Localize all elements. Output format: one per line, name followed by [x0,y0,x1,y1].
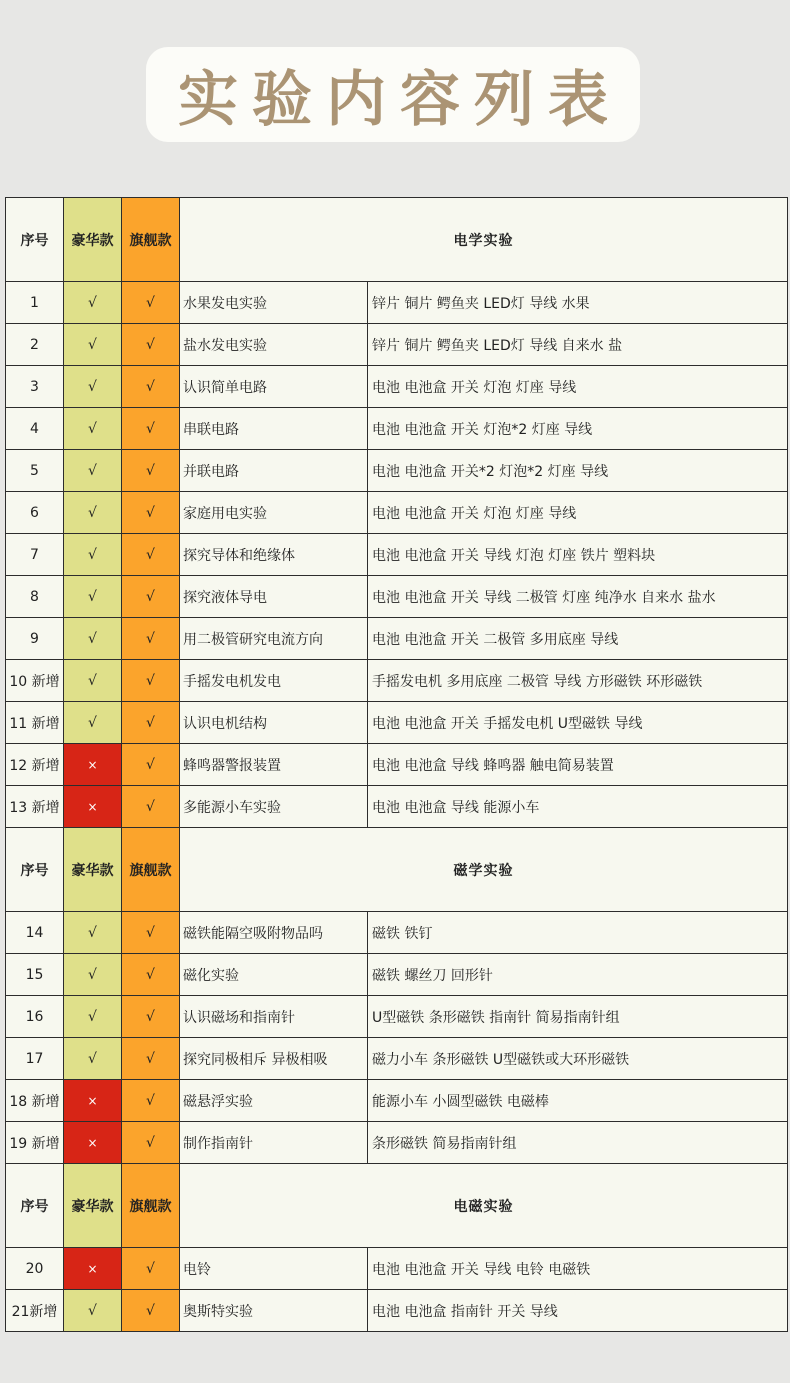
experiment-name: 认识简单电路 [180,366,368,408]
luxury-mark: √ [64,282,122,324]
table-row [6,1248,788,1290]
table-row [6,408,788,450]
table-row [6,1290,788,1332]
experiment-name: 认识磁场和指南针 [180,996,368,1038]
flagship-mark: √ [122,492,180,534]
flagship-mark: √ [122,1122,180,1164]
flagship-mark: √ [122,912,180,954]
luxury-mark: × [64,744,122,786]
flagship-mark: √ [122,660,180,702]
experiment-name: 磁悬浮实验 [180,1080,368,1122]
row-index: 19 新增 [6,1122,64,1164]
table-row [6,786,788,828]
flagship-mark: √ [122,450,180,492]
header-luxury: 豪华款 [64,198,122,282]
row-index: 3 [6,366,64,408]
materials: 电池 电池盒 导线 蜂鸣器 触电简易装置 [368,744,788,786]
flagship-mark: √ [122,324,180,366]
flagship-mark: √ [122,1038,180,1080]
materials: 电池 电池盒 开关*2 灯泡*2 灯座 导线 [368,450,788,492]
experiment-name: 用二极管研究电流方向 [180,618,368,660]
header-flagship: 旗舰款 [122,828,180,912]
row-index: 14 [6,912,64,954]
row-index: 1 [6,282,64,324]
luxury-mark: √ [64,912,122,954]
table-row [6,450,788,492]
luxury-mark: √ [64,492,122,534]
luxury-mark: √ [64,576,122,618]
row-index: 10 新增 [6,660,64,702]
section-header-row [6,198,788,282]
table-row [6,366,788,408]
materials: 锌片 铜片 鳄鱼夹 LED灯 导线 水果 [368,282,788,324]
flagship-mark: √ [122,1248,180,1290]
table-row [6,282,788,324]
flagship-mark: √ [122,702,180,744]
row-index: 5 [6,450,64,492]
experiment-name: 家庭用电实验 [180,492,368,534]
materials: 电池 电池盒 开关 灯泡 灯座 导线 [368,366,788,408]
row-index: 15 [6,954,64,996]
materials: 条形磁铁 简易指南针组 [368,1122,788,1164]
table-row [6,744,788,786]
table-row [6,1122,788,1164]
flagship-mark: √ [122,366,180,408]
experiment-table [5,197,788,1332]
luxury-mark: × [64,1080,122,1122]
row-index: 6 [6,492,64,534]
row-index: 2 [6,324,64,366]
table-row [6,912,788,954]
row-index: 12 新增 [6,744,64,786]
experiment-name: 盐水发电实验 [180,324,368,366]
flagship-mark: √ [122,1080,180,1122]
experiment-name: 探究液体导电 [180,576,368,618]
materials: 电池 电池盒 开关 导线 电铃 电磁铁 [368,1248,788,1290]
table-row [6,702,788,744]
row-index: 13 新增 [6,786,64,828]
luxury-mark: √ [64,996,122,1038]
row-index: 18 新增 [6,1080,64,1122]
materials: 电池 电池盒 开关 灯泡 灯座 导线 [368,492,788,534]
table-row [6,1038,788,1080]
experiment-name: 并联电路 [180,450,368,492]
materials: 电池 电池盒 指南针 开关 导线 [368,1290,788,1332]
table-row [6,660,788,702]
experiment-name: 磁铁能隔空吸附物品吗 [180,912,368,954]
materials: 磁力小车 条形磁铁 U型磁铁或大环形磁铁 [368,1038,788,1080]
table-row [6,1080,788,1122]
materials: U型磁铁 条形磁铁 指南针 简易指南针组 [368,996,788,1038]
flagship-mark: √ [122,954,180,996]
flagship-mark: √ [122,744,180,786]
section-header-row [6,1164,788,1248]
flagship-mark: √ [122,786,180,828]
section-title: 电学实验 [180,198,788,282]
experiment-name: 串联电路 [180,408,368,450]
experiment-name: 探究同极相斥 异极相吸 [180,1038,368,1080]
luxury-mark: √ [64,450,122,492]
section-header-row [6,828,788,912]
materials: 电池 电池盒 开关 导线 灯泡 灯座 铁片 塑料块 [368,534,788,576]
table-row [6,534,788,576]
table-row [6,324,788,366]
row-index: 8 [6,576,64,618]
experiment-name: 手摇发电机发电 [180,660,368,702]
materials: 手摇发电机 多用底座 二极管 导线 方形磁铁 环形磁铁 [368,660,788,702]
luxury-mark: √ [64,366,122,408]
table-row [6,954,788,996]
title-banner [146,47,640,142]
row-index: 4 [6,408,64,450]
flagship-mark: √ [122,576,180,618]
flagship-mark: √ [122,618,180,660]
flagship-mark: √ [122,408,180,450]
luxury-mark: × [64,786,122,828]
materials: 能源小车 小圆型磁铁 电磁棒 [368,1080,788,1122]
luxury-mark: × [64,1122,122,1164]
luxury-mark: √ [64,1290,122,1332]
luxury-mark: √ [64,408,122,450]
materials: 磁铁 铁钉 [368,912,788,954]
experiment-name: 探究导体和绝缘体 [180,534,368,576]
table-row [6,996,788,1038]
header-flagship: 旗舰款 [122,198,180,282]
experiment-name: 水果发电实验 [180,282,368,324]
header-index: 序号 [6,1164,64,1248]
materials: 电池 电池盒 导线 能源小车 [368,786,788,828]
header-index: 序号 [6,198,64,282]
experiment-name: 认识电机结构 [180,702,368,744]
materials: 电池 电池盒 开关 二极管 多用底座 导线 [368,618,788,660]
row-index: 21新增 [6,1290,64,1332]
materials: 电池 电池盒 开关 灯泡*2 灯座 导线 [368,408,788,450]
experiment-name: 蜂鸣器警报装置 [180,744,368,786]
row-index: 20 [6,1248,64,1290]
materials: 电池 电池盒 开关 手摇发电机 U型磁铁 导线 [368,702,788,744]
luxury-mark: √ [64,534,122,576]
materials: 磁铁 螺丝刀 回形针 [368,954,788,996]
experiment-name: 电铃 [180,1248,368,1290]
luxury-mark: √ [64,324,122,366]
experiment-name: 奥斯特实验 [180,1290,368,1332]
flagship-mark: √ [122,282,180,324]
luxury-mark: √ [64,618,122,660]
luxury-mark: √ [64,1038,122,1080]
flagship-mark: √ [122,534,180,576]
experiment-name: 磁化实验 [180,954,368,996]
section-title: 磁学实验 [180,828,788,912]
luxury-mark: √ [64,660,122,702]
table-row [6,618,788,660]
experiment-name: 制作指南针 [180,1122,368,1164]
row-index: 9 [6,618,64,660]
flagship-mark: √ [122,1290,180,1332]
header-luxury: 豪华款 [64,1164,122,1248]
materials: 锌片 铜片 鳄鱼夹 LED灯 导线 自来水 盐 [368,324,788,366]
row-index: 11 新增 [6,702,64,744]
row-index: 16 [6,996,64,1038]
page-title: 实验内容列表 [178,64,622,135]
header-index: 序号 [6,828,64,912]
flagship-mark: √ [122,996,180,1038]
experiment-name: 多能源小车实验 [180,786,368,828]
luxury-mark: √ [64,702,122,744]
header-flagship: 旗舰款 [122,1164,180,1248]
header-luxury: 豪华款 [64,828,122,912]
luxury-mark: √ [64,954,122,996]
luxury-mark: × [64,1248,122,1290]
row-index: 17 [6,1038,64,1080]
row-index: 7 [6,534,64,576]
materials: 电池 电池盒 开关 导线 二极管 灯座 纯净水 自来水 盐水 [368,576,788,618]
table-row [6,576,788,618]
section-title: 电磁实验 [180,1164,788,1248]
table-row [6,492,788,534]
